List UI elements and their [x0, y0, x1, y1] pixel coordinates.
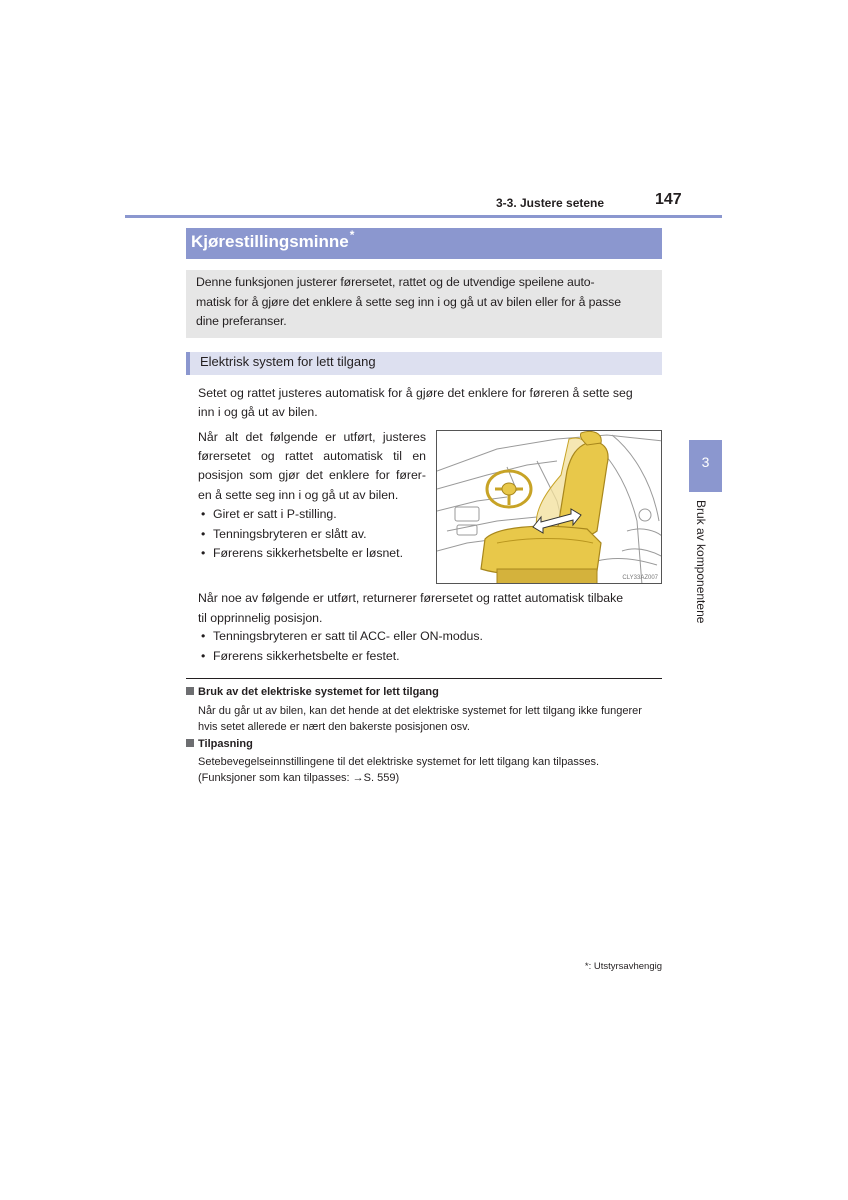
list-item: • Tenningsbryteren er satt til ACC- eller ON-modus.	[198, 627, 483, 647]
intro-box	[186, 270, 662, 338]
note-body	[198, 755, 668, 786]
equipment-marker: *	[349, 228, 355, 242]
text-line: Når alt det følgende er utført, justeres	[198, 430, 426, 444]
section-divider	[186, 678, 662, 679]
list-item: • Giret er satt i P-stilling.	[198, 505, 403, 525]
intro-line: matisk for å gjøre det enklere å sette seg inn i og gå ut av bilen eller for å passe	[196, 294, 621, 309]
intro-line: dine preferanser.	[196, 314, 287, 328]
return-conditions-list	[198, 627, 483, 666]
paragraph-return	[198, 589, 662, 628]
intro-line: Denne funksjonen justerer førersetet, rattet og de utvendige speilene auto-	[196, 275, 595, 289]
footnote: *: Utstyrsavhengig	[584, 961, 662, 972]
square-bullet-icon	[186, 687, 194, 695]
page-number: 147	[655, 191, 682, 208]
text-line: en å sette seg inn i og gå ut av bilen.	[198, 487, 399, 502]
header-rule	[125, 215, 722, 218]
text-line: førersetet og rattet automatisk til en	[198, 449, 426, 464]
note-heading	[186, 686, 439, 698]
chapter-tab-label: Bruk av komponentene	[694, 500, 708, 624]
conditions-list	[198, 505, 403, 564]
text-line: (Funksjoner som kan tilpasses: →S. 559)	[198, 771, 400, 784]
page-title: Kjørestillingsminne	[191, 232, 349, 251]
list-item: • Tenningsbryteren er slått av.	[198, 525, 403, 545]
section-title: 3-3. Justere setene	[496, 196, 605, 210]
text-line: posisjon som gjør det enklere for fører-	[198, 468, 426, 483]
page-title-bar	[186, 228, 662, 259]
car-interior-drawing	[437, 431, 662, 584]
paragraph-intro	[198, 384, 662, 422]
note-heading-text: Tilpasning	[198, 738, 253, 750]
text-line: inn i og gå ut av bilen.	[198, 405, 318, 419]
illustration-code: CLY33AZ007	[622, 575, 658, 581]
text-line: Når du går ut av bilen, kan det hende at det elektriske systemet for lett tilgang ikke fungerer	[198, 705, 642, 717]
seat-illustration	[436, 430, 662, 584]
list-item: • Førerens sikkerhetsbelte er løsnet.	[198, 544, 403, 564]
paragraph-conditions	[198, 428, 426, 505]
subheading: Elektrisk system for lett tilgang	[186, 352, 662, 375]
text-line: til opprinnelig posisjon.	[198, 610, 323, 625]
note-heading-text: Bruk av det elektriske systemet for lett tilgang	[198, 686, 439, 698]
text-line: Når noe av følgende er utført, returnerer førersetet og rattet automatisk tilbake	[198, 591, 624, 605]
note-heading	[186, 738, 253, 750]
square-bullet-icon	[186, 739, 194, 747]
text-line: Setebevegelseinnstillingene til det elektriske systemet for lett tilgang kan tilpasses.	[198, 756, 600, 768]
text-line: hvis setet allerede er nært den bakerste posisjonen osv.	[198, 720, 470, 733]
chapter-tab: 3	[689, 440, 722, 492]
note-body	[198, 704, 668, 735]
text-line: Setet og rattet justeres automatisk for å gjøre det enklere for føreren å sette seg	[198, 386, 633, 400]
list-item: • Førerens sikkerhetsbelte er festet.	[198, 647, 483, 667]
